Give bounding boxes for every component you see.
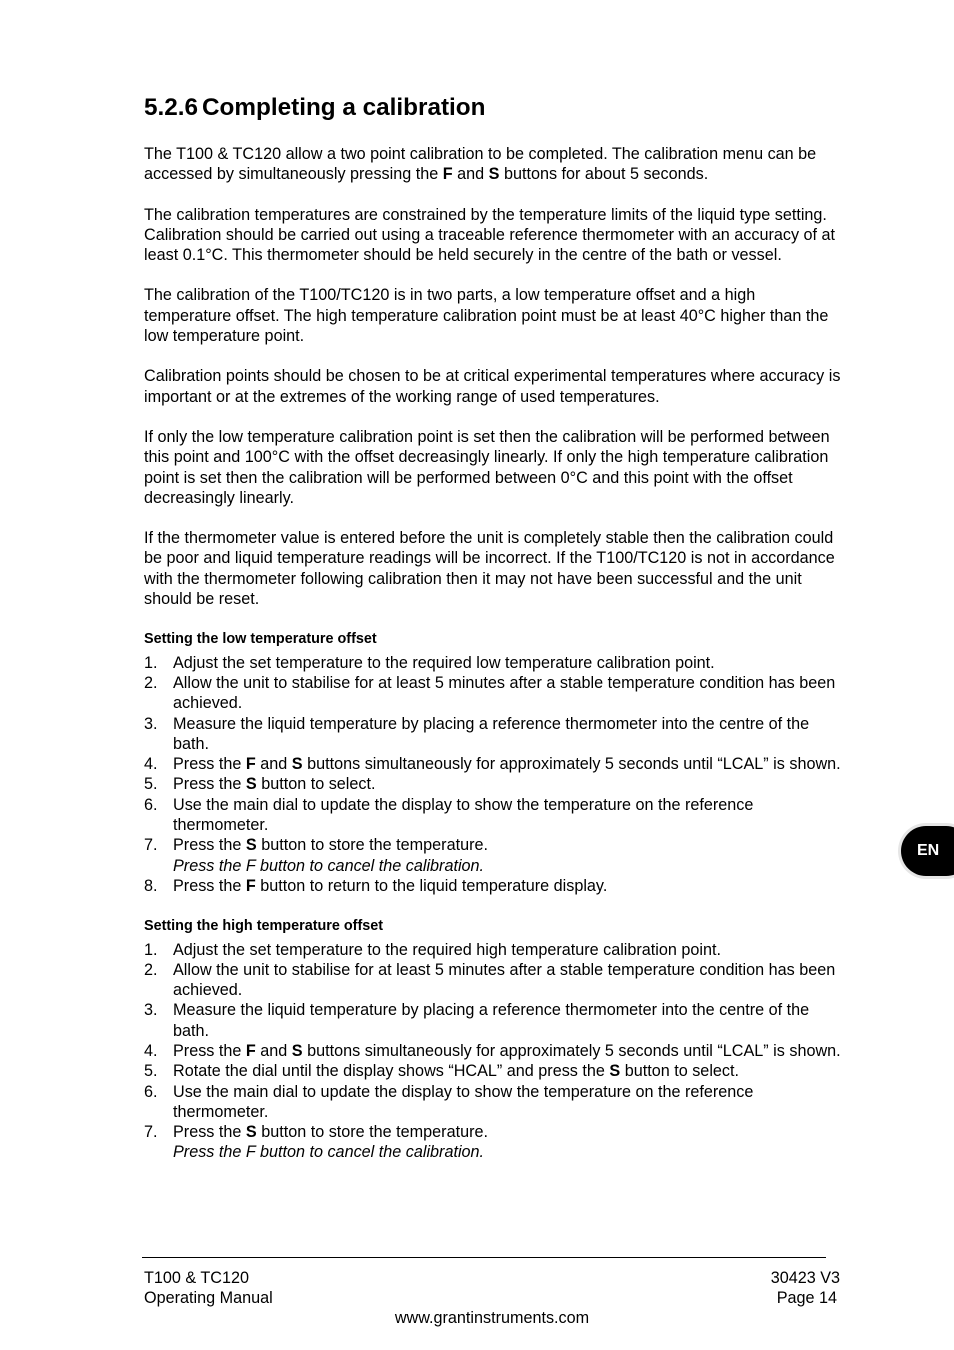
step-text: Measure the liquid temperature by placing a reference thermometer into the centre of the bath. [173,714,810,753]
footer-website: www.grantinstruments.com [394,1309,590,1327]
paragraph-calibration-points: Calibration points should be chosen to be at critical experimental temperatures where accuracy is important or at the extremes of the working range of used temperatures. [144,367,841,406]
step-text: Rotate the dial until the display shows “HCAL” and press the S button to select. [173,1062,740,1081]
list-item [144,653,844,673]
step-note: Press the F button to cancel the calibration. [173,856,485,875]
list-item [144,714,844,755]
section-title [144,94,844,121]
step-text: Use the main dial to update the display to show the temperature on the reference thermometer. [173,795,754,835]
paragraph-two-parts: The calibration of the T100/TC120 is in two parts, a low temperature offset and a high temperature offset. The high temperature calibration point must be at least 40°C higher than the low temperature point. [144,286,829,346]
button-name: S [245,1123,257,1142]
high-offset-heading: Setting the high temperature offset [144,918,384,935]
high-offset-steps [144,940,844,1163]
button-name: F [442,165,453,184]
list-item [144,673,844,714]
section-heading: Completing a calibration [202,94,486,121]
button-name: S [245,836,257,855]
step-text: Adjust the set temperature to the required high temperature calibration point. [173,940,721,959]
paragraph-intro: The T100 & TC120 allow a two point calibration to be completed. The calibration menu can be accessed by simultaneously pressing the F and S buttons for about 5 seconds. [144,145,817,184]
low-offset-steps [144,653,844,897]
step-note: Press the F button to cancel the calibration. [173,1143,485,1162]
step-number: 2. [144,673,158,692]
step-number: 4. [144,1041,158,1060]
step-number: 3. [144,1001,158,1020]
button-name: S [609,1062,621,1081]
step-text: Allow the unit to stabilise for at least 5 minutes after a stable temperature condition has been achieved. [173,960,836,1000]
button-name: S [291,755,303,774]
list-item [144,1041,844,1061]
list-item [144,876,844,896]
step-text: Press the S button to select. [173,775,376,794]
paragraph-stability-warning: If the thermometer value is entered before the unit is completely stable then the calibration could be poor and liquid temperature readings will be incorrect. If the T100/TC120 is not in accordance with the thermometer following calibration then it may not have been successful and the unit should be reset. [144,529,835,609]
step-text: Press the F and S buttons simultaneously for approximately 5 seconds until “LCAL” is shown. [173,755,841,774]
button-name: F [245,876,256,895]
step-text: Press the F button to return to the liquid temperature display. [173,876,608,895]
step-number: 3. [144,714,158,733]
step-number: 7. [144,836,158,855]
step-text: Allow the unit to stabilise for at least 5 minutes after a stable temperature condition has been achieved. [173,673,836,713]
button-name: S [488,165,500,184]
step-text: Press the S button to store the temperature. [173,1123,488,1142]
step-number: 6. [144,795,158,814]
button-name: S [291,1041,303,1060]
step-text: Measure the liquid temperature by placing a reference thermometer into the centre of the bath. [173,1001,810,1040]
step-text: Use the main dial to update the display to show the temperature on the reference thermometer. [173,1082,754,1121]
footer-doc-type: Operating Manual [144,1289,273,1308]
language-tab [901,826,954,876]
step-text: Press the F and S buttons simultaneously for approximately 5 seconds until “LCAL” is shown. [173,1041,841,1060]
button-name: F [245,755,256,774]
language-tab-label: EN [917,841,940,859]
low-offset-heading: Setting the low temperature offset [144,631,377,648]
paragraph-constraints: The calibration temperatures are constrained by the temperature limits of the liquid type setting. Calibration should be carried out using a traceable reference thermometer with an accuracy of at least 0.1°C. This thermometer should be held securely in the centre of the bath or vessel. [144,205,836,265]
step-text: Adjust the set temperature to the required low temperature calibration point. [173,653,715,672]
footer-page-number: Page 14 [776,1289,837,1308]
list-item [144,754,844,774]
page-content [144,94,844,1163]
list-item [144,835,844,876]
list-item [144,940,844,960]
list-item [144,1000,844,1041]
button-name: S [245,775,257,794]
step-number: 5. [144,1062,158,1081]
list-item [144,1061,844,1081]
step-number: 1. [144,940,158,959]
step-text: Press the S button to store the temperature. [173,836,488,855]
step-number: 4. [144,755,158,774]
list-item [144,795,844,836]
footer-product: T100 & TC120 [144,1269,249,1287]
step-number: 8. [144,876,158,895]
list-item [144,960,844,1001]
list-item [144,774,844,794]
step-number: 1. [144,653,158,672]
step-number: 2. [144,960,158,979]
footer-doc-code: 30423 V3 [770,1269,840,1287]
list-item [144,1122,844,1163]
section-number: 5.2.6 [144,94,199,121]
button-name: F [245,1041,256,1060]
step-number: 7. [144,1123,158,1142]
step-number: 5. [144,775,158,794]
paragraph-single-point: If only the low temperature calibration point is set then the calibration will be performed between this point and 100°C with the offset decreasingly linearly. If only the high temperature calibration point is set then the calibration will be performed between 0°C and this point with the offset decreasingly linearly. [144,427,830,507]
list-item [144,1082,844,1123]
step-number: 6. [144,1082,158,1101]
footer-divider [142,1257,826,1258]
